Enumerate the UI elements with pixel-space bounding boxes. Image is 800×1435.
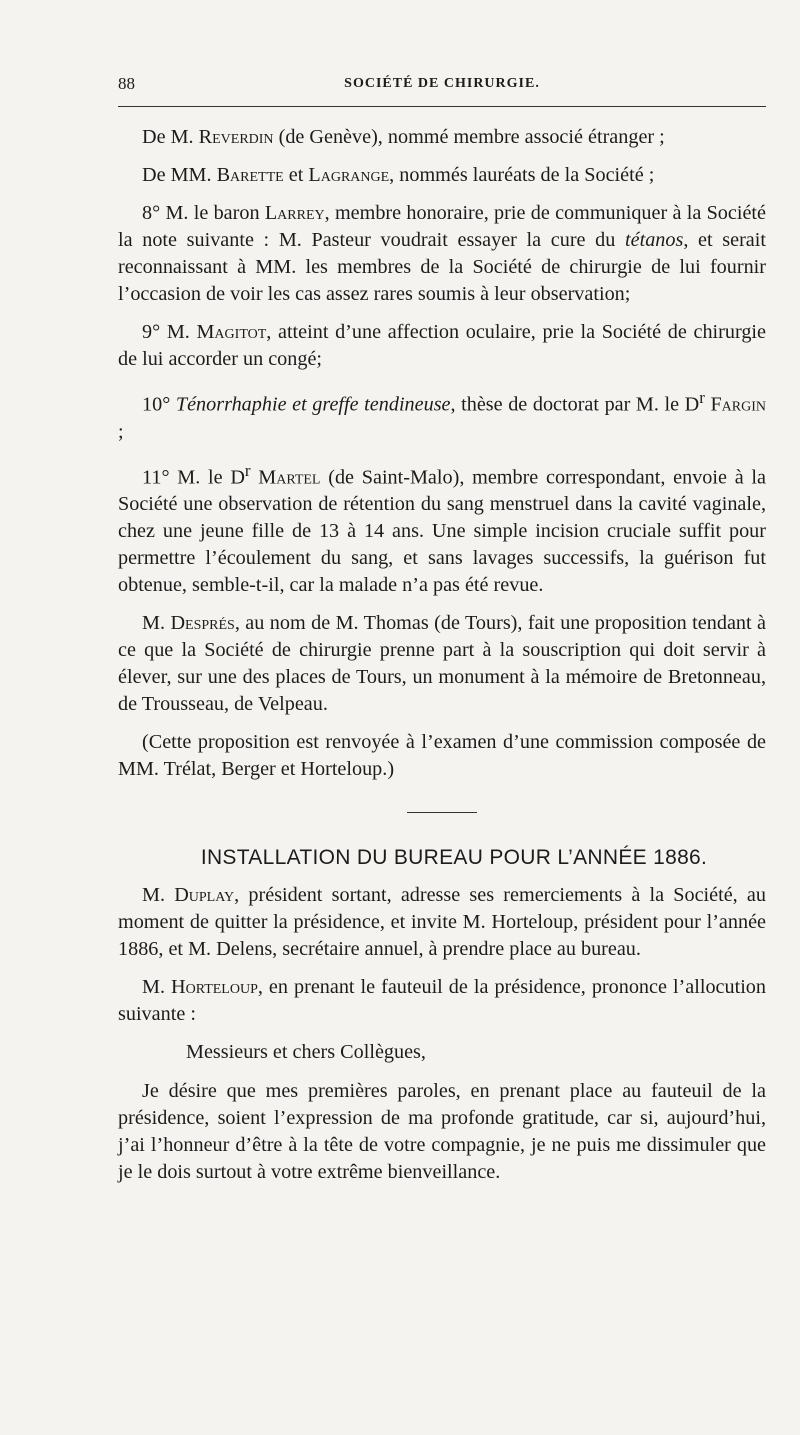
paragraph-commission: (Cette proposition est renvoyée à l’examen d’une commission composée de MM. Trélat, Berger et Horteloup.): [118, 731, 766, 781]
salutation: Messieurs et chers Collègues,: [186, 1041, 426, 1064]
page-number: 88: [118, 74, 135, 93]
person-name: Magitot: [196, 321, 267, 343]
person-name: Reverdin: [198, 126, 274, 148]
section-title: INSTALLATION DU BUREAU POUR L’ANNÉE 1886.: [200, 846, 708, 870]
paragraph-martel: 11° M. le $D^r$ Martel (de Saint-Malo), membre correspondant, envoie à la Société une observation de rétention du sang menstruel dans la cavité vaginale, chez une jeune fille de 13 à 14 ans. Une simple incision cruciale suffit pour permettre l’écoulement du sang, et sans lavages successifs, la guérison fut obtenue, semble-t-il, car la malade n’a pas été revue.: [118, 460, 766, 597]
person-name: Barette: [216, 164, 284, 186]
paragraph-fargin: 10° Ténorrhaphie et greffe tendineuse, thèse de doctorat par M. le $D^r$ Fargin ;: [118, 388, 767, 443]
person-name: Lagrange: [308, 164, 390, 186]
person-name: Fargin: [710, 393, 767, 416]
person-name: Duplay: [174, 884, 235, 907]
person-name: Martel: [258, 466, 321, 489]
running-title: SOCIÉTÉ DE CHIRURGIE.: [344, 76, 540, 91]
paragraph-magitot: 9° M. Magitot, atteint d’une affection oculaire, prie la Société de chirurgie de lui accorder un congé;: [118, 321, 766, 370]
header-rule: [118, 106, 766, 107]
page-body: [118, 124, 766, 1197]
paragraph-despres: M. Després, au nom de M. Thomas (de Tours), fait une proposition tendant à ce que la Société de chirurgie prenne part à la souscription qui doit servir à élever, sur une des places de Tours, un monument à la mémoire de Bretonneau, de Trousseau, de Velpeau.: [118, 612, 766, 716]
paragraph-larrey: 8° M. le baron Larrey, membre honoraire, prie de communiquer à la Société la note suivante : M. Pasteur voudrait essayer la cure du tétanos, et serait reconnaissant à MM. les membres de la Société de chirurgie de lui fournir l’occasion de voir les cas assez rares soumis à leur observation;: [118, 202, 766, 305]
paragraph-allocution: Je désire que mes premières paroles, en prenant place au fauteuil de la présidence, soient l’expression de ma profonde gratitude, car si, aujourd’hui, j’ai l’honneur d’être à la tête de votre compagnie, je ne puis me dissimuler que je le dois surtout à votre extrême bienveillance.: [118, 1080, 766, 1184]
person-name: Després: [170, 612, 235, 635]
thesis-title: Ténorrhaphie et greffe tendineuse: [175, 393, 451, 416]
page-header: [118, 74, 766, 98]
person-name: Horteloup: [171, 976, 258, 999]
paragraph-laureats: De MM. Barette et Lagrange, nommés lauréats de la Société ;: [142, 164, 655, 186]
paragraph-reverdin: De M. Reverdin (de Genève), nommé membre associé étranger ;: [142, 126, 665, 148]
paragraph-horteloup: M. Horteloup, en prenant le fauteuil de la présidence, prononce l’allocution suivante :: [118, 976, 766, 1026]
paragraph-duplay: M. Duplay, président sortant, adresse ses remerciements à la Société, au moment de quitter la présidence, et invite M. Horteloup, président pour l’année 1886, et M. Delens, secrétaire annuel, à prendre place au bureau.: [118, 884, 766, 961]
section-separator: [407, 812, 477, 813]
person-name: Larrey: [264, 202, 325, 224]
